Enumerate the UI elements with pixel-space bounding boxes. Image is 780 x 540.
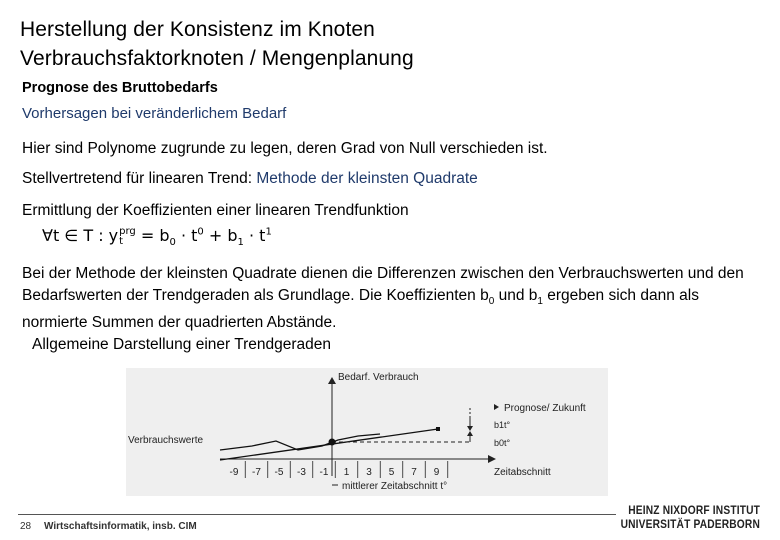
x-tick-label: -1 [319, 467, 329, 478]
title-line-2: Verbrauchsfaktorknoten / Mengenplanung [20, 47, 414, 70]
para4-sub1: 1 [537, 295, 543, 307]
institute-logo-line2: UNIVERSITÄT PADERBORN [620, 517, 760, 531]
trendline-diagram [126, 368, 608, 496]
paragraph-least-squares [22, 263, 762, 334]
x-tick-label: 9 [433, 467, 440, 478]
formula-supsub [119, 227, 136, 247]
paragraph-general-trendline: Allgemeine Darstellung einer Trendgeraden [32, 336, 331, 353]
trend-end-marker [436, 427, 440, 431]
page-number: 28 [20, 521, 32, 532]
forecast-label: Prognose/ Zukunft [504, 403, 586, 414]
footer-divider [18, 514, 616, 515]
y-axis-label: Bedarf. Verbrauch [338, 372, 419, 383]
para4-sub0: 0 [488, 295, 495, 307]
formula-sub: t [119, 235, 124, 247]
formula-forall: ∀t ∈ T : y [42, 226, 119, 245]
x-tick-label: -7 [252, 467, 261, 478]
para4-part3: ergeben sich dann als normierte Summen der quadrierten Abstände. [22, 286, 699, 332]
x-tick-label: 1 [343, 467, 350, 478]
x-tick-label: -5 [274, 467, 284, 478]
para4-part2: und b [494, 286, 538, 304]
x-tick-label: 7 [411, 467, 417, 478]
formula-dot-t2: · t [243, 226, 266, 245]
trend-formula [42, 226, 272, 248]
formula-exp0: 0 [197, 226, 204, 238]
center-point [329, 439, 336, 446]
linear-trend-prefix: Stellvertretend für linearen Trend: [22, 170, 257, 187]
paragraph-linear-trend [22, 170, 478, 188]
formula-b0-sub: 0 [169, 237, 176, 249]
para4-part1: Bei der Methode der kleinsten Quadrate dienen die Differenzen zwischen den Verbrauchswerten und den Bedarfswerten der Trendgeraden als Grundlage. Die Koeffizienten b [22, 265, 744, 304]
formula-b1-sub: 1 [237, 237, 244, 249]
time-label: Zeitabschnitt [494, 467, 551, 478]
b1-label: b1t° [494, 420, 511, 430]
paragraph-coefficients: Ermittlung der Koeffizienten einer linearen Trendfunktion [22, 202, 409, 219]
x-tick-label: -3 [297, 467, 306, 478]
consumption-values-label: Verbrauchswerte [128, 435, 204, 446]
formula-sup: prg [119, 225, 136, 237]
subtitle: Prognose des Bruttobedarfs [22, 80, 218, 96]
formula-dot-t: · t [175, 226, 198, 245]
formula-plus-b: + b [203, 226, 238, 245]
institute-logo-line1: HEINZ NIXDORF INSTITUT [628, 503, 760, 517]
x-tick-label: 3 [366, 467, 372, 478]
footer-course-title: Wirtschaftsinformatik, insb. CIM [44, 521, 197, 532]
formula-exp1: 1 [265, 226, 272, 238]
x-tick-label: -9 [229, 467, 239, 478]
section-heading: Vorhersagen bei veränderlichem Bedarf [22, 105, 287, 122]
formula-eq: = b [135, 226, 170, 245]
x-tick-label: 5 [388, 467, 395, 478]
least-squares-highlight: Methode der kleinsten Quadrate [256, 170, 478, 187]
paragraph-polynomials: Hier sind Polynome zugrunde zu legen, deren Grad von Null verschieden ist. [22, 140, 548, 157]
title-line-1: Herstellung der Konsistenz im Knoten [20, 18, 375, 41]
mid-time-label: mittlerer Zeitabschnitt t° [342, 481, 448, 492]
b0-label: b0t° [494, 438, 511, 448]
